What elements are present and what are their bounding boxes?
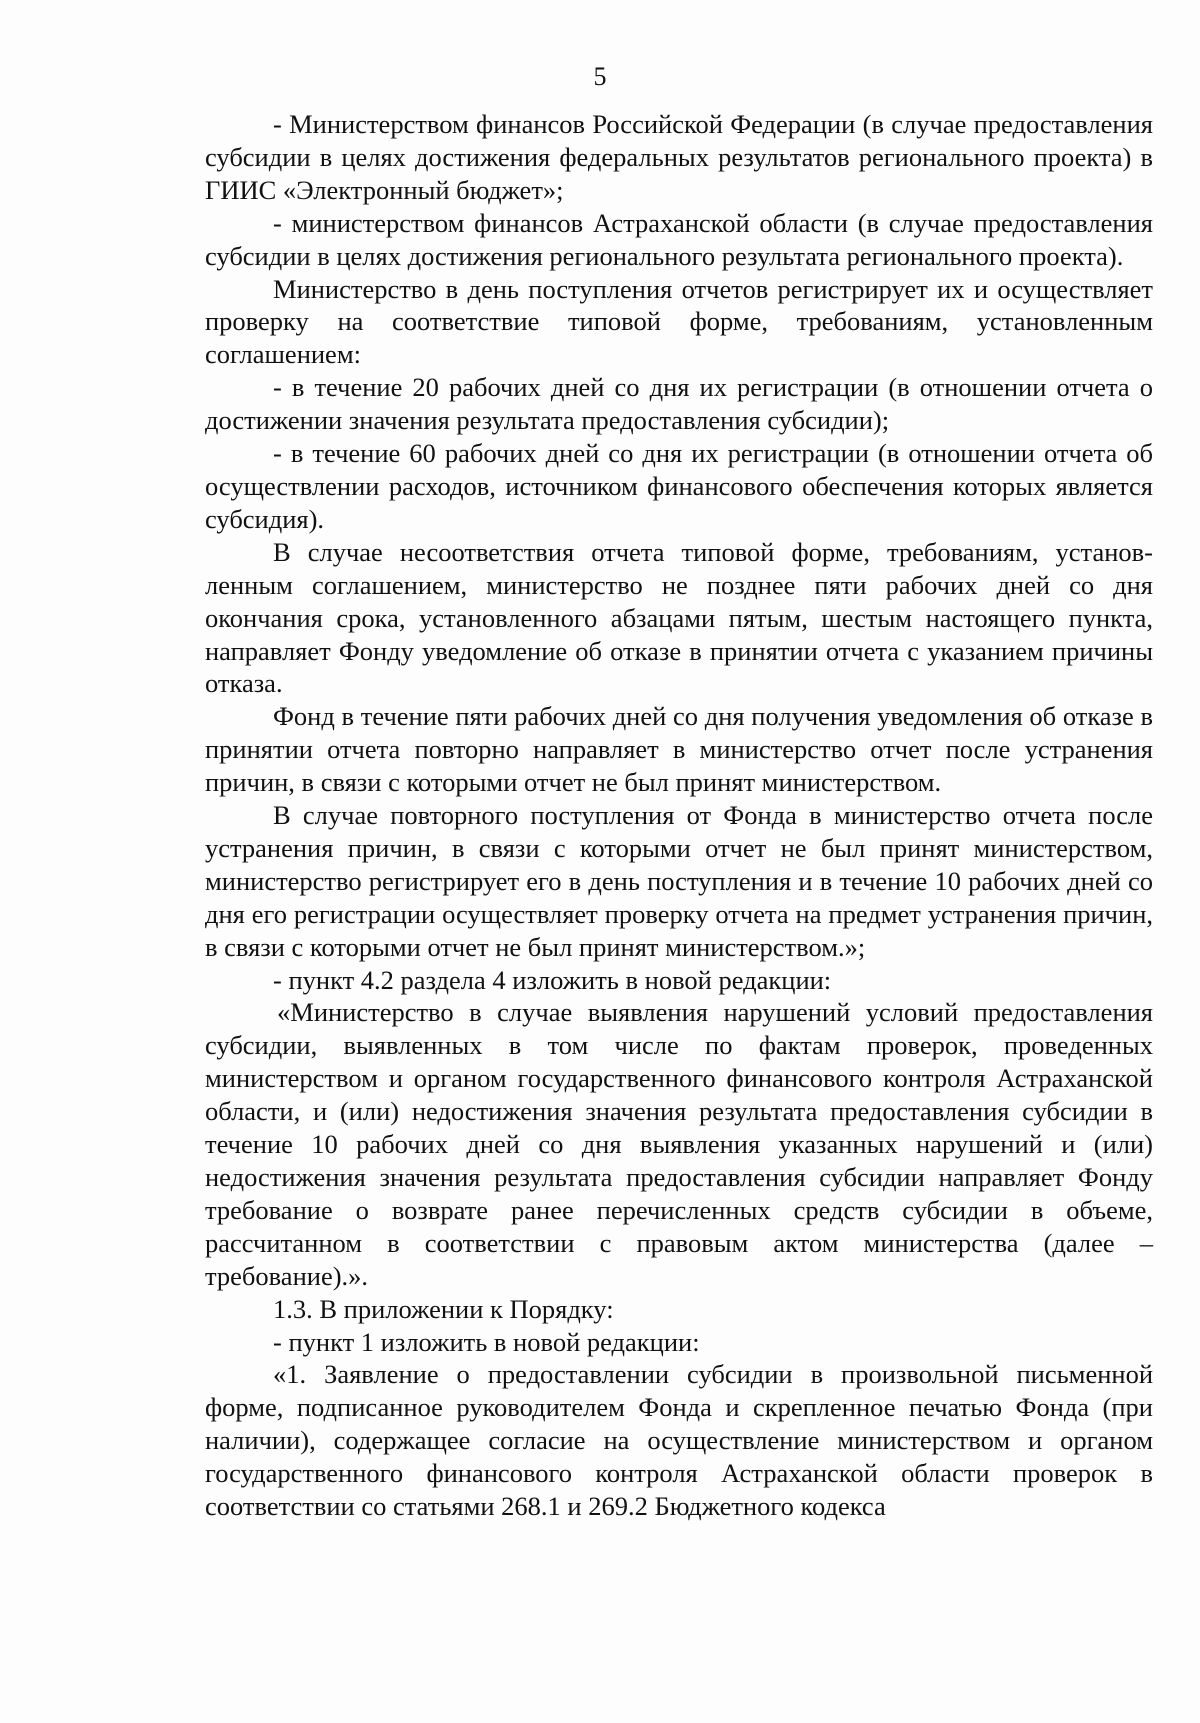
paragraph: 1.3. В приложении к Порядку: bbox=[273, 1293, 614, 1324]
paragraph: В случае повторного поступления от Фонда в министерство отчета после устранения причин, в связи с которыми отчет не был принят министерством, министерство регистрирует его в день поступления и в течение 10 рабочих дней со дня его регистрации осуществляет проверку отчета на предмет устранения причин, в связи с которыми отчет не был принят министерством.»; bbox=[205, 800, 1153, 962]
paragraph: Фонд в течение пяти рабочих дней со дня получения уведомления об отказе в принятии отчета повторно направляет в министерство отчет после устранения причин, в связи с которыми отчет не был принят министерством. bbox=[205, 701, 1153, 798]
document-body bbox=[205, 108, 1153, 1523]
page-number: 5 bbox=[593, 62, 607, 91]
paragraph: В случае несоответствия отчета типовой форме, требованиям, установленным соглашением, министерство не позднее пяти рабочих дней со дня окончания срока, установленного абзацами пятым, шестым настоящего пункта, направляет Фонду уведомление об отказе в принятии отчета с указанием причины отказа. bbox=[205, 536, 1153, 699]
paragraph: - в течение 20 рабочих дней со дня их регистрации (в отношении отчета о достижении значения результата предоставления субсидии); bbox=[205, 372, 1153, 436]
paragraph: - пункт 4.2 раздела 4 изложить в новой редакции: bbox=[273, 964, 832, 995]
paragraph: - в течение 60 рабочих дней со дня их регистрации (в отношении отчета об осуществлении расходов, источником финансового обеспечения которых является субсидия). bbox=[205, 438, 1153, 534]
paragraph: «Министерство в случае выявления нарушений условий предоставления субсидии, выявленных в том числе по фактам проверок, проведенных министерством и органом государственного финансового контроля Астраханской области, и (или) недостижения значения результата предоставления субсидии в течение 10 рабочих дней со дня выявления указанных нарушений и (или) недостижения значения результата предоставления субсидии направляет Фонду требование о возврате ранее перечисленных средств субсидии в объеме, рассчитанном в соответствии с правовым актом министерства (далее – требование).». bbox=[205, 997, 1153, 1291]
paragraph: Министерство в день поступления отчетов регистрирует их и осуществляет проверку на соответствие типовой форме, требованиям, установленным соглашением: bbox=[205, 273, 1153, 370]
paragraph: - Министерством финансов Российской Федерации (в случае предоставления субсидии в целях достижения федеральных результатов регионального проекта) в ГИИС «Электронный бюджет»; bbox=[205, 109, 1153, 205]
paragraph: - министерством финансов Астраханской области (в случае предоставления субсидии в целях достижения регионального результата регионального проекта). bbox=[205, 207, 1153, 271]
paragraph: «1. Заявление о предоставлении субсидии в произвольной письменной форме, подписанное руководителем Фонда и скрепленное печатью Фонда (при наличии), содержащее согласие на осуществление министерством и органом государственного финансового контроля Астраханской области проверок в соответствии со статьями 268.1 и 269.2 Бюджетного кодекса bbox=[205, 1359, 1153, 1522]
paragraph: - пункт 1 изложить в новой редакции: bbox=[273, 1326, 700, 1357]
